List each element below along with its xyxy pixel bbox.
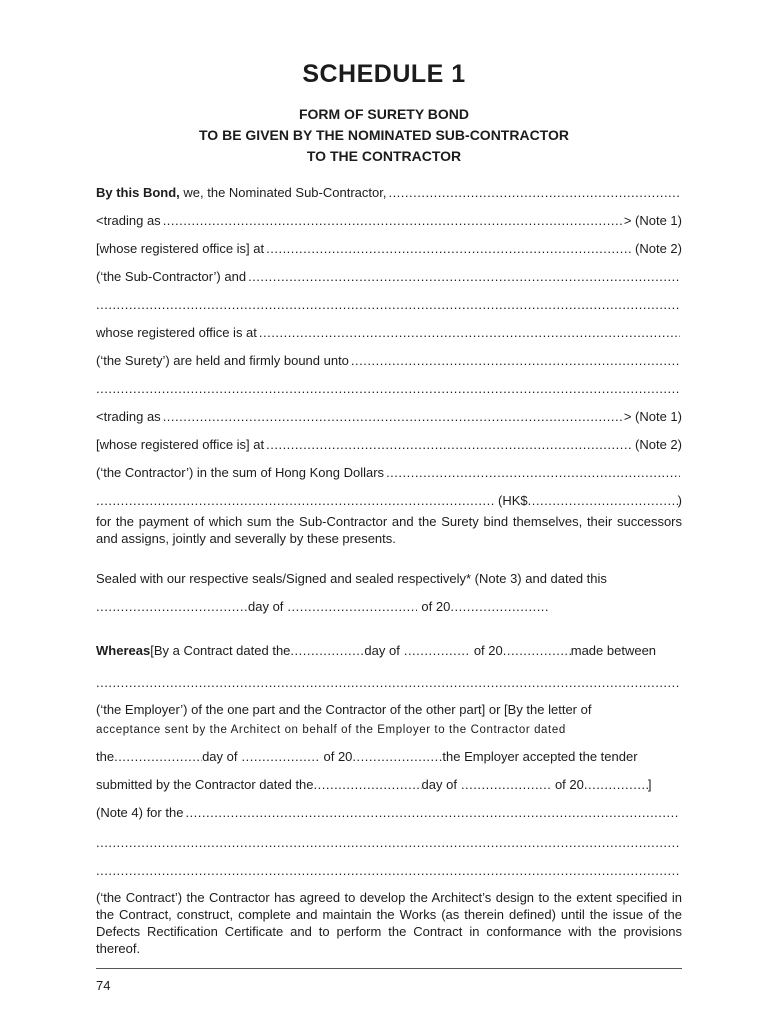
footer-divider [96, 968, 682, 969]
trading-as-label: <trading as [96, 213, 161, 228]
closing-bracket: ) [677, 493, 682, 508]
contract-month-blank[interactable] [404, 643, 470, 659]
works-description-blank-3[interactable] [96, 863, 680, 879]
whereas-contract-dated: [By a Contract dated the [150, 643, 291, 658]
contract-of20: of 20 [473, 643, 503, 658]
surety-name-blank[interactable] [248, 269, 680, 285]
acceptance-of20: of 20 [323, 749, 353, 764]
surety-office-label: whose registered office is at [96, 325, 257, 340]
trading-as-label-2: <trading as [96, 409, 161, 424]
bond-line-sub-contractor [96, 185, 682, 201]
sealed-day-blank[interactable] [96, 599, 248, 615]
sum-words-blank-2[interactable] [96, 493, 496, 509]
sealed-date-line [96, 599, 682, 615]
hk-dollar-label: (HK$ [498, 493, 528, 508]
form-title: FORM OF SURETY BOND [298, 106, 470, 122]
bond-line-blank-1 [96, 297, 682, 313]
trading-as-blank-1[interactable] [163, 213, 622, 229]
bond-line-registered-office-1 [96, 241, 682, 257]
employer-paragraph-line: (‘the Employer’) of the one part and the Contractor of the other part] or [By the letter of [96, 702, 592, 717]
registered-office-label-2: [whose registered office is] at [96, 437, 265, 452]
submitted-line [96, 777, 682, 793]
hk-amount-blank[interactable] [528, 493, 678, 509]
tender-month-blank[interactable] [461, 777, 551, 793]
registered-office-blank-1[interactable] [266, 241, 633, 257]
sealed-of20-label: of 20 [421, 599, 451, 614]
the-label: the [96, 749, 115, 764]
surety-bound-label: (‘the Surety’) are held and firmly bound unto [96, 353, 349, 368]
note-2-ref-2: (Note 2) [635, 437, 682, 452]
sub-contractor-name-blank[interactable] [388, 185, 680, 201]
tender-year-blank[interactable] [584, 777, 648, 793]
bond-line-sub-contractor-and [96, 269, 682, 285]
acceptance-day-of: day of [202, 749, 238, 764]
tender-day-blank[interactable] [314, 777, 422, 793]
page-number: 74 [96, 978, 111, 993]
acceptance-date-line [96, 749, 682, 765]
made-between-label: made between [570, 643, 657, 658]
bond-line-registered-office-2 [96, 437, 682, 453]
works-blank-line-2 [96, 835, 682, 851]
works-description-blank-2[interactable] [96, 835, 680, 851]
registered-office-blank-2[interactable] [266, 437, 633, 453]
submitted-close-bracket: ] [647, 777, 652, 792]
bond-line-trading-as-1 [96, 213, 682, 229]
bond-line-surety-office [96, 325, 682, 341]
bond-line-hk-amount [96, 493, 682, 509]
contract-day-of: day of [364, 643, 400, 658]
contract-year-blank[interactable] [503, 643, 571, 659]
contract-paragraph: (‘the Contract’) the Contractor has agreed to develop the Architect’s design to the extent specified in the Contract, construct, complete and maintain the Works (as therein defined) until the issue of the Defects Rectification Certificate and to perform the Contract in conformance with the provisions thereof. [96, 890, 682, 956]
note-1-ref-2: > (Note 1) [623, 409, 682, 424]
form-subtitle-line-2: TO THE CONTRACTOR [306, 148, 462, 164]
tender-day-of: day of [421, 777, 457, 792]
contractor-name-blank[interactable] [351, 353, 680, 369]
bond-line-blank-2 [96, 381, 682, 397]
schedule-title: SCHEDULE 1 [302, 60, 466, 88]
sub-contractor-and-label: (‘the Sub-Contractor’) and [96, 269, 247, 284]
contract-day-blank[interactable] [290, 643, 364, 659]
sealed-line [96, 571, 682, 587]
form-subtitle-line-1: TO BE GIVEN BY THE NOMINATED SUB-CONTRACTOR [199, 127, 569, 143]
by-this-bond-label: By this Bond, [96, 185, 180, 200]
acceptance-year-blank[interactable] [352, 749, 442, 765]
trading-as-blank-2[interactable] [163, 409, 622, 425]
note4-label: (Note 4) for the [96, 805, 184, 820]
tender-of20: of 20 [554, 777, 584, 792]
blank-line-1[interactable] [96, 297, 680, 313]
sealed-year-blank[interactable] [450, 599, 550, 615]
whereas-line [96, 643, 682, 659]
sum-words-blank[interactable] [386, 465, 680, 481]
acceptance-month-blank[interactable] [242, 749, 320, 765]
employer-name-blank[interactable] [96, 675, 680, 691]
works-blank-line-3 [96, 863, 682, 879]
bond-line-surety-bound [96, 353, 682, 369]
note4-line [96, 805, 682, 821]
surety-office-blank[interactable] [259, 325, 680, 341]
note-1-ref: > (Note 1) [623, 213, 682, 228]
blank-line-2[interactable] [96, 381, 680, 397]
bond-line-trading-as-2 [96, 409, 682, 425]
whereas-label: Whereas [96, 643, 151, 658]
bond-line-text: we, the Nominated Sub-Contractor, [179, 185, 387, 200]
employer-blank-line [96, 675, 682, 691]
acceptance-line: acceptance sent by the Architect on behalf of the Employer to the Contractor dated [96, 724, 566, 736]
sealed-month-blank[interactable] [287, 599, 417, 615]
registered-office-label: [whose registered office is] at [96, 241, 265, 256]
employer-accepted-label: the Employer accepted the tender [442, 749, 638, 764]
acceptance-day-blank[interactable] [114, 749, 202, 765]
payment-paragraph: for the payment of which sum the Sub-Contractor and the Surety bind themselves, their successors and assigns, jointly and severally by these presents. [96, 514, 682, 546]
bond-line-sum [96, 465, 682, 481]
note-2-ref: (Note 2) [635, 241, 682, 256]
sum-label: (‘the Contractor’) in the sum of Hong Kong Dollars [96, 465, 385, 480]
sealed-day-of-label: day of [248, 599, 284, 614]
works-description-blank-1[interactable] [185, 805, 680, 821]
sealed-text: Sealed with our respective seals/Signed and sealed respectively* (Note 3) and dated this [96, 571, 607, 586]
submitted-label: submitted by the Contractor dated the [96, 777, 314, 792]
